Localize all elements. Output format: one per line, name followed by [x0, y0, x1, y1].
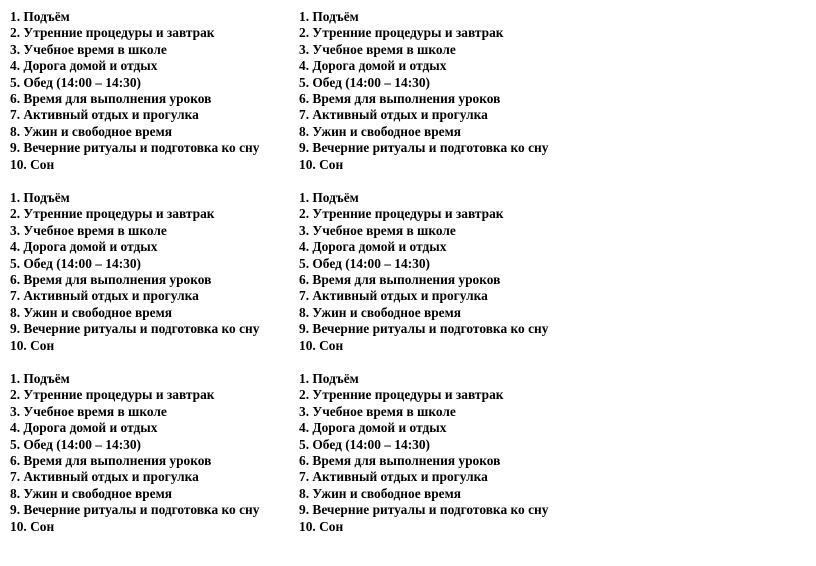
list-item: 3. Учебное время в школе — [299, 41, 456, 57]
list-item: 8. Ужин и свободное время — [299, 123, 461, 139]
list-item: 4. Дорога домой и отдых — [299, 58, 447, 74]
list-item: 1. Подъём — [10, 9, 70, 24]
list-item: 1. Подъём — [299, 9, 359, 24]
list-item: 8. Ужин и свободное время — [10, 485, 172, 501]
list-item: 5. Обед (14:00 – 14:30) — [10, 74, 142, 90]
list-item: 4. Дорога домой и отдых — [299, 239, 447, 255]
list-item: 4. Дорога домой и отдых — [299, 420, 447, 436]
list-item: 10. Сон — [299, 518, 344, 534]
list-item: 5. Обед (14:00 – 14:30) — [299, 255, 431, 271]
list-item: 2. Утренние процедуры и завтрак — [299, 25, 504, 41]
list-item: 7. Активный отдых и прогулка — [10, 469, 199, 485]
list-item: 2. Утренние процедуры и завтрак — [299, 387, 504, 403]
list-item: 3. Учебное время в школе — [10, 222, 167, 238]
list-item: 8. Ужин и свободное время — [299, 304, 461, 320]
list-item: 5. Обед (14:00 – 14:30) — [10, 255, 142, 271]
schedule-list — [299, 371, 548, 535]
list-item: 10. Сон — [299, 156, 344, 172]
list-item: 9. Вечерние ритуалы и подготовка ко сну — [10, 321, 260, 337]
list-item: 2. Утренние процедуры и завтрак — [10, 206, 215, 222]
list-item: 3. Учебное время в школе — [10, 403, 167, 419]
list-item: 6. Время для выполнения уроков — [299, 452, 501, 468]
list-item: 3. Учебное время в школе — [10, 41, 167, 57]
list-item: 6. Время для выполнения уроков — [10, 271, 212, 287]
list-item: 2. Утренние процедуры и завтрак — [10, 25, 215, 41]
list-item: 10. Сон — [299, 337, 344, 353]
list-item: 6. Время для выполнения уроков — [10, 452, 212, 468]
list-item: 7. Активный отдых и прогулка — [10, 288, 199, 304]
list-item: 9. Вечерние ритуалы и подготовка ко сну — [10, 502, 260, 518]
list-item: 7. Активный отдых и прогулка — [299, 107, 488, 123]
list-item: 8. Ужин и свободное время — [10, 123, 172, 139]
list-item: 2. Утренние процедуры и завтрак — [299, 206, 504, 222]
list-item: 2. Утренние процедуры и завтрак — [10, 387, 215, 403]
list-item: 8. Ужин и свободное время — [299, 485, 461, 501]
list-item: 7. Активный отдых и прогулка — [10, 107, 199, 123]
list-item: 5. Обед (14:00 – 14:30) — [299, 74, 431, 90]
list-item: 7. Активный отдых и прогулка — [299, 469, 488, 485]
list-item: 4. Дорога домой и отдых — [10, 420, 158, 436]
list-item: 1. Подъём — [299, 371, 359, 386]
list-item: 1. Подъём — [10, 371, 70, 386]
list-item: 10. Сон — [10, 337, 55, 353]
list-item: 10. Сон — [10, 518, 55, 534]
list-item: 6. Время для выполнения уроков — [10, 90, 212, 106]
list-item: 6. Время для выполнения уроков — [299, 271, 501, 287]
list-item: 9. Вечерние ритуалы и подготовка ко сну — [299, 502, 549, 518]
list-item: 6. Время для выполнения уроков — [299, 90, 501, 106]
schedule-list — [10, 9, 259, 173]
schedule-list — [10, 371, 259, 535]
list-item: 1. Подъём — [299, 190, 359, 205]
schedule-list — [299, 190, 548, 354]
list-item: 4. Дорога домой и отдых — [10, 239, 158, 255]
list-item: 5. Обед (14:00 – 14:30) — [299, 436, 431, 452]
list-item: 3. Учебное время в школе — [299, 222, 456, 238]
list-item: 1. Подъём — [10, 190, 70, 205]
list-item: 9. Вечерние ритуалы и подготовка ко сну — [299, 321, 549, 337]
list-item: 9. Вечерние ритуалы и подготовка ко сну — [10, 140, 260, 156]
list-item: 3. Учебное время в школе — [299, 403, 456, 419]
schedule-list — [10, 190, 259, 354]
list-item: 7. Активный отдых и прогулка — [299, 288, 488, 304]
list-item: 5. Обед (14:00 – 14:30) — [10, 436, 142, 452]
list-item: 9. Вечерние ритуалы и подготовка ко сну — [299, 140, 549, 156]
list-item: 10. Сон — [10, 156, 55, 172]
list-item: 8. Ужин и свободное время — [10, 304, 172, 320]
schedule-list — [299, 9, 548, 173]
list-item: 4. Дорога домой и отдых — [10, 58, 158, 74]
